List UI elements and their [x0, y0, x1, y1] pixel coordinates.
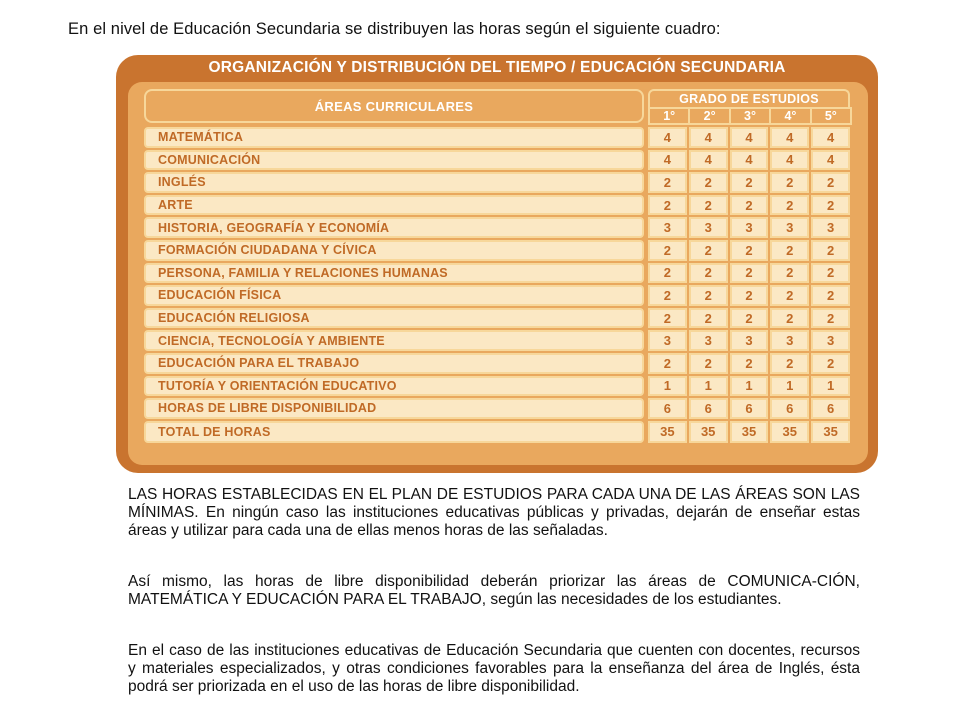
- paragraph-free-hours: Así mismo, las horas de libre disponibilidad deberán priorizar las áreas de COMUNICA-CIÓN, MATEMÁTICA Y EDUCACIÓN PARA EL TRABAJO, según las necesidades de los estudiantes.: [128, 573, 860, 608]
- hours-cells: [648, 308, 850, 329]
- hours-cell: 2: [689, 285, 728, 306]
- hours-cell: 2: [811, 263, 850, 284]
- area-name: HORAS DE LIBRE DISPONIBILIDAD: [144, 398, 644, 419]
- hours-cell: 3: [811, 330, 850, 351]
- hours-cell: 35: [648, 421, 687, 443]
- areas-header: ÁREAS CURRICULARES: [144, 89, 644, 123]
- hours-cell: 2: [648, 353, 687, 374]
- hours-cell: 2: [730, 353, 769, 374]
- hours-cell: 4: [730, 127, 769, 148]
- hours-cells: [648, 240, 850, 261]
- area-name: EDUCACIÓN FÍSICA: [144, 285, 644, 306]
- table-row: [144, 172, 850, 193]
- hours-cell: 2: [648, 195, 687, 216]
- area-name: MATEMÁTICA: [144, 127, 644, 148]
- hours-cell: 1: [770, 376, 809, 397]
- grade-header: 5°: [810, 107, 852, 125]
- grade-header: 4°: [769, 107, 811, 125]
- table-body: [144, 127, 850, 445]
- hours-cell: 2: [730, 308, 769, 329]
- table-row: [144, 285, 850, 306]
- table-row: [144, 330, 850, 351]
- hours-cells: [648, 172, 850, 193]
- hours-cell: 2: [811, 195, 850, 216]
- hours-cell: 2: [648, 263, 687, 284]
- hours-cells: [648, 421, 850, 443]
- hours-cell: 1: [689, 376, 728, 397]
- hours-cell: 2: [770, 172, 809, 193]
- paragraph-minimum-hours: LAS HORAS ESTABLECIDAS EN EL PLAN DE ESTUDIOS PARA CADA UNA DE LAS ÁREAS SON LAS MÍNIMAS. En ningún caso las instituciones educativas públicas y privadas, dejarán de enseñar estas áreas y utilizar para cada una de ellas menos horas de las señaladas.: [128, 486, 860, 539]
- hours-cell: 2: [730, 195, 769, 216]
- area-name: CIENCIA, TECNOLOGÍA Y AMBIENTE: [144, 330, 644, 351]
- hours-cell: 2: [689, 263, 728, 284]
- paragraph-english: En el caso de las instituciones educativas de Educación Secundaria que cuenten con docentes, recursos y materiales especializados, y otras condiciones favorables para la enseñanza del área de Inglés, ésta podrá ser priorizada en el uso de las horas de libre disponibilidad.: [128, 642, 860, 695]
- hours-cell: 3: [689, 330, 728, 351]
- hours-cell: 2: [730, 240, 769, 261]
- hours-cell: 4: [689, 150, 728, 171]
- hours-cell: 4: [689, 127, 728, 148]
- table-row: [144, 240, 850, 261]
- area-name: ARTE: [144, 195, 644, 216]
- hours-cells: [648, 353, 850, 374]
- hours-cell: 2: [811, 285, 850, 306]
- hours-cell: 2: [811, 240, 850, 261]
- grade-header: 2°: [688, 107, 730, 125]
- hours-cell: 3: [689, 217, 728, 238]
- hours-cell: 2: [689, 353, 728, 374]
- table-title: ORGANIZACIÓN Y DISTRIBUCIÓN DEL TIEMPO / EDUCACIÓN SECUNDARIA: [208, 59, 786, 76]
- hours-cell: 2: [730, 285, 769, 306]
- table-row: [144, 150, 850, 171]
- table-row: [144, 398, 850, 419]
- table-row: [144, 127, 850, 148]
- area-name: FORMACIÓN CIUDADANA Y CÍVICA: [144, 240, 644, 261]
- area-name: EDUCACIÓN PARA EL TRABAJO: [144, 353, 644, 374]
- area-name: TUTORÍA Y ORIENTACIÓN EDUCATIVO: [144, 376, 644, 397]
- hours-cell: 3: [730, 330, 769, 351]
- total-row: [144, 421, 850, 443]
- hours-cell: 2: [811, 172, 850, 193]
- hours-cells: [648, 127, 850, 148]
- intro-text: En el nivel de Educación Secundaria se distribuyen las horas según el siguiente cuadro:: [68, 20, 721, 38]
- hours-cell: 1: [811, 376, 850, 397]
- hours-cell: 2: [811, 308, 850, 329]
- hours-cell: 2: [770, 308, 809, 329]
- hours-cell: 2: [689, 195, 728, 216]
- hours-cell: 6: [770, 398, 809, 419]
- hours-cell: 2: [730, 172, 769, 193]
- hours-cell: 2: [648, 285, 687, 306]
- grado-header: GRADO DE ESTUDIOS: [648, 89, 850, 107]
- hours-cell: 2: [689, 172, 728, 193]
- hours-cell: 2: [648, 172, 687, 193]
- hours-cell: 2: [689, 240, 728, 261]
- area-name: TOTAL DE HORAS: [144, 421, 644, 443]
- hours-cell: 3: [648, 330, 687, 351]
- hours-cells: [648, 217, 850, 238]
- table-row: [144, 308, 850, 329]
- hours-cell: 6: [648, 398, 687, 419]
- table-row: [144, 195, 850, 216]
- hours-cells: [648, 195, 850, 216]
- hours-cells: [648, 376, 850, 397]
- hours-cells: [648, 285, 850, 306]
- area-name: HISTORIA, GEOGRAFÍA Y ECONOMÍA: [144, 217, 644, 238]
- area-name: EDUCACIÓN RELIGIOSA: [144, 308, 644, 329]
- hours-cell: 4: [648, 150, 687, 171]
- grade-header: 3°: [729, 107, 771, 125]
- hours-cell: 2: [730, 263, 769, 284]
- hours-cell: 2: [770, 195, 809, 216]
- hours-cell: 4: [811, 150, 850, 171]
- hours-cell: 2: [689, 308, 728, 329]
- hours-cell: 4: [811, 127, 850, 148]
- hours-cell: 35: [689, 421, 728, 443]
- area-name: COMUNICACIÓN: [144, 150, 644, 171]
- hours-cell: 3: [648, 217, 687, 238]
- table-row: [144, 263, 850, 284]
- hours-cell: 4: [770, 127, 809, 148]
- hours-cells: [648, 330, 850, 351]
- hours-cells: [648, 150, 850, 171]
- hours-cell: 2: [770, 285, 809, 306]
- hours-cell: 35: [811, 421, 850, 443]
- hours-cell: 1: [730, 376, 769, 397]
- hours-cell: 35: [730, 421, 769, 443]
- hours-cell: 4: [770, 150, 809, 171]
- hours-cell: 3: [770, 217, 809, 238]
- hours-cell: 6: [730, 398, 769, 419]
- hours-cell: 35: [770, 421, 809, 443]
- hours-cells: [648, 398, 850, 419]
- hours-cell: 4: [648, 127, 687, 148]
- area-name: PERSONA, FAMILIA Y RELACIONES HUMANAS: [144, 263, 644, 284]
- table-row: [144, 353, 850, 374]
- hours-cell: 4: [730, 150, 769, 171]
- hours-cell: 6: [689, 398, 728, 419]
- grade-header: 1°: [648, 107, 690, 125]
- table-row: [144, 217, 850, 238]
- hours-cell: 3: [730, 217, 769, 238]
- hours-cell: 2: [648, 308, 687, 329]
- hours-cells: [648, 263, 850, 284]
- hours-cell: 2: [770, 263, 809, 284]
- table-row: [144, 376, 850, 397]
- hours-cell: 3: [770, 330, 809, 351]
- hours-cell: 2: [648, 240, 687, 261]
- hours-cell: 2: [811, 353, 850, 374]
- area-name: INGLÉS: [144, 172, 644, 193]
- hours-cell: 2: [770, 353, 809, 374]
- hours-cell: 3: [811, 217, 850, 238]
- grade-headers: [648, 107, 850, 125]
- hours-cell: 2: [770, 240, 809, 261]
- hours-cell: 1: [648, 376, 687, 397]
- hours-cell: 6: [811, 398, 850, 419]
